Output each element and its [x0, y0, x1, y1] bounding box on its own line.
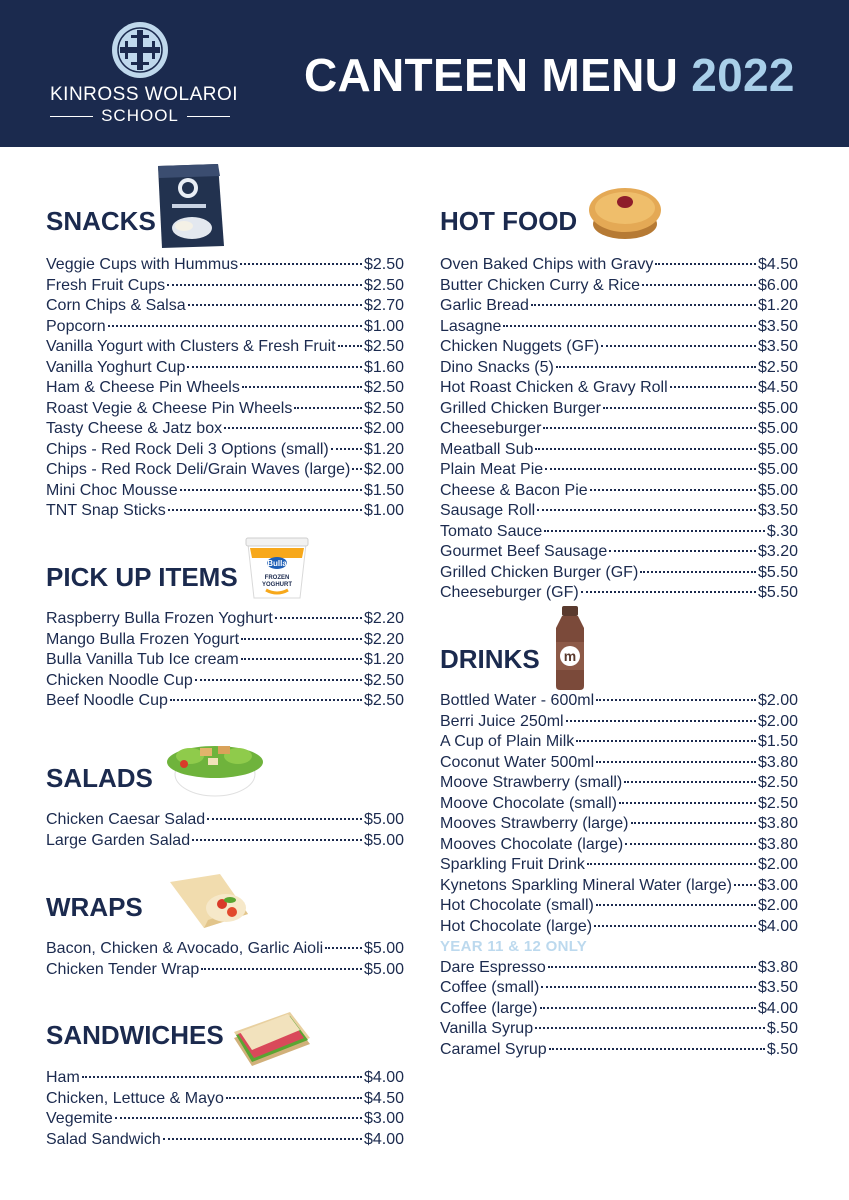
- menu-item: [440, 897, 798, 918]
- menu-item-price: $4.50: [363, 1089, 404, 1107]
- menu-item-name: Veggie Cups with Hummus: [46, 256, 239, 273]
- dot-leader: [581, 591, 756, 593]
- dot-leader: [167, 284, 362, 286]
- menu-item: [46, 1131, 404, 1152]
- pickup-list: [46, 610, 404, 713]
- dot-leader: [195, 679, 362, 681]
- menu-item-price: $5.00: [363, 960, 404, 978]
- menu-item-name: Hot Chocolate (large): [440, 917, 593, 935]
- menu-item-price: $1.50: [363, 481, 404, 499]
- menu-item-name: Berri Juice 250ml: [440, 712, 564, 730]
- menu-item-price: $3.80: [757, 815, 798, 832]
- menu-item: [440, 733, 798, 754]
- dot-leader: [226, 1097, 362, 1099]
- dot-leader: [640, 571, 756, 573]
- menu-item-name: Chicken Noodle Cup: [46, 671, 193, 689]
- menu-item: [440, 959, 798, 980]
- dot-leader: [537, 509, 756, 511]
- dot-leader: [294, 407, 362, 409]
- section-title-drinks: DRINKS: [440, 644, 540, 674]
- menu-item: [440, 795, 798, 816]
- page-title: [304, 48, 795, 102]
- menu-item: [440, 713, 798, 734]
- menu-item-name: Bulla Vanilla Tub Ice cream: [46, 651, 239, 668]
- menu-item-name: Chips - Red Rock Deli 3 Options (small): [46, 440, 329, 458]
- divider: [50, 116, 93, 117]
- dot-leader: [331, 448, 362, 450]
- snacks-list: [46, 256, 404, 523]
- menu-item-price: $5.50: [757, 584, 798, 601]
- menu-item: [46, 651, 404, 672]
- dot-leader: [531, 304, 756, 306]
- dot-leader: [108, 325, 362, 327]
- menu-item-price: $2.00: [363, 420, 404, 437]
- menu-item-price: $2.50: [757, 774, 798, 791]
- dot-leader: [168, 509, 362, 511]
- dot-leader: [587, 863, 756, 865]
- menu-item-price: $3.80: [757, 835, 798, 853]
- dot-leader: [207, 818, 362, 820]
- menu-item-price: $6.00: [757, 276, 798, 294]
- menu-item: [46, 811, 404, 832]
- menu-item-name: Plain Meat Pie: [440, 461, 544, 478]
- menu-item-price: $2.50: [363, 671, 404, 689]
- menu-item-price: $2.20: [363, 630, 404, 648]
- menu-item-price: $2.50: [757, 794, 798, 812]
- menu-item-name: Beef Noodle Cup: [46, 692, 168, 709]
- menu-item-name: Chicken Tender Wrap: [46, 960, 200, 978]
- dot-leader: [541, 986, 756, 988]
- menu-item: [46, 1110, 404, 1131]
- menu-item: [46, 1069, 404, 1090]
- menu-item-name: Mini Choc Mousse: [46, 481, 178, 499]
- menu-item-price: $.50: [766, 1040, 798, 1058]
- dot-leader: [535, 448, 756, 450]
- dot-leader: [549, 1048, 765, 1050]
- menu-item: [440, 754, 798, 775]
- menu-item: [440, 359, 798, 380]
- menu-item: [46, 502, 404, 523]
- menu-item: [46, 672, 404, 693]
- menu-item-name: A Cup of Plain Milk: [440, 733, 575, 750]
- section-title-hotfood: HOT FOOD: [440, 206, 578, 236]
- menu-item: [46, 631, 404, 652]
- menu-item: [440, 774, 798, 795]
- dot-leader: [201, 968, 362, 970]
- menu-item: [46, 400, 404, 421]
- menu-item-name: Dare Espresso: [440, 958, 546, 976]
- menu-item-price: $5.00: [757, 481, 798, 499]
- menu-item-price: $2.00: [757, 897, 798, 914]
- dot-leader: [548, 966, 756, 968]
- dot-leader: [594, 925, 756, 927]
- menu-item: [46, 610, 404, 631]
- menu-item-name: TNT Snap Sticks: [46, 502, 166, 519]
- menu-item-name: Oven Baked Chips with Gravy: [440, 256, 654, 273]
- sandwich-image: [230, 1008, 314, 1073]
- menu-item: [440, 441, 798, 462]
- menu-item-price: $2.50: [363, 692, 404, 709]
- dot-leader: [241, 658, 362, 660]
- menu-item-name: Ham & Cheese Pin Wheels: [46, 379, 240, 396]
- menu-item-price: $4.00: [757, 917, 798, 935]
- menu-item: [46, 297, 404, 318]
- menu-item-name: Chicken Nuggets (GF): [440, 338, 600, 355]
- dot-leader: [188, 304, 362, 306]
- dot-leader: [601, 345, 756, 347]
- menu-item-price: $4.50: [757, 379, 798, 396]
- menu-item-price: $5.00: [757, 399, 798, 417]
- menu-item-price: $3.50: [757, 502, 798, 519]
- menu-item: [440, 1041, 798, 1062]
- menu-item-name: Meatball Sub: [440, 440, 534, 458]
- milk-bottle-image: [550, 606, 590, 695]
- menu-item: [440, 584, 798, 605]
- menu-item: [46, 441, 404, 462]
- dot-leader: [82, 1076, 362, 1078]
- dot-leader: [734, 884, 756, 886]
- menu-item-price: $5.00: [757, 440, 798, 458]
- dot-leader: [590, 489, 756, 491]
- dot-leader: [625, 843, 756, 845]
- menu-item-name: Vegemite: [46, 1110, 113, 1127]
- frozen-yoghurt-tub-image: [244, 536, 310, 607]
- wraps-list: [46, 940, 404, 981]
- menu-item-price: $1.50: [757, 733, 798, 750]
- menu-item-name: Cheese & Bacon Pie: [440, 481, 588, 499]
- menu-item: [46, 832, 404, 853]
- menu-item-name: Chips - Red Rock Deli/Grain Waves (large): [46, 461, 351, 478]
- dot-leader: [242, 386, 362, 388]
- menu-item-price: $5.00: [363, 811, 404, 828]
- menu-item-price: $2.50: [363, 276, 404, 294]
- dot-leader: [545, 468, 756, 470]
- salad-bowl-image: [160, 728, 270, 807]
- menu-item-name: Grilled Chicken Burger: [440, 399, 601, 417]
- menu-item: [46, 1090, 404, 1111]
- menu-item-name: Coconut Water 500ml: [440, 753, 595, 771]
- menu-item-price: $3.50: [757, 979, 798, 996]
- menu-item: [440, 856, 798, 877]
- menu-item-price: $5.00: [363, 940, 404, 957]
- menu-item-name: Vanilla Yogurt with Clusters & Fresh Fruit: [46, 338, 336, 355]
- dot-leader: [241, 638, 362, 640]
- section-title-sandwiches: SANDWICHES: [46, 1020, 224, 1050]
- menu-item-name: Moove Strawberry (small): [440, 774, 623, 791]
- dot-leader: [224, 427, 362, 429]
- menu-item-price: $2.50: [363, 399, 404, 417]
- menu-item: [440, 564, 798, 585]
- menu-item-name: Vanilla Syrup: [440, 1020, 534, 1037]
- menu-item: [440, 420, 798, 441]
- menu-item-name: Butter Chicken Curry & Rice: [440, 276, 641, 294]
- menu-item-name: Dino Snacks (5): [440, 358, 554, 376]
- menu-item-name: Hot Chocolate (small): [440, 897, 594, 914]
- section-title-snacks: SNACKS: [46, 206, 156, 236]
- dot-leader: [670, 386, 756, 388]
- menu-item-name: Coffee (large): [440, 999, 538, 1017]
- title-text: CANTEEN MENU: [304, 49, 679, 101]
- dot-leader: [603, 407, 756, 409]
- menu-item-name: Mango Bulla Frozen Yogurt: [46, 630, 240, 648]
- dot-leader: [566, 720, 756, 722]
- meat-pie-image: [586, 182, 664, 249]
- menu-item-name: Garlic Bread: [440, 297, 529, 314]
- menu-item: [46, 359, 404, 380]
- dot-leader: [170, 699, 362, 701]
- menu-item-name: Large Garden Salad: [46, 831, 191, 849]
- dot-leader: [540, 1007, 756, 1009]
- menu-item-price: $5.00: [757, 420, 798, 437]
- menu-item: [46, 256, 404, 277]
- menu-item-name: Cheeseburger: [440, 420, 542, 437]
- dot-leader: [115, 1117, 362, 1119]
- menu-item-price: $3.50: [757, 317, 798, 335]
- menu-item-price: $2.50: [363, 338, 404, 355]
- section-title-salads: SALADS: [46, 763, 153, 793]
- menu-item-price: $5.00: [757, 461, 798, 478]
- menu-item-name: Sparkling Fruit Drink: [440, 856, 585, 873]
- menu-item-price: $1.00: [363, 502, 404, 519]
- menu-item-price: $4.00: [363, 1069, 404, 1086]
- menu-item-price: $.50: [766, 1020, 798, 1037]
- menu-item-price: $1.60: [363, 358, 404, 376]
- menu-item-price: $1.00: [363, 317, 404, 335]
- menu-item-price: $1.20: [363, 440, 404, 458]
- menu-item: [440, 543, 798, 564]
- menu-item-name: Roast Vegie & Cheese Pin Wheels: [46, 399, 293, 417]
- menu-item-name: Corn Chips & Salsa: [46, 297, 186, 314]
- dot-leader: [543, 427, 756, 429]
- menu-item-name: Mooves Chocolate (large): [440, 835, 624, 853]
- menu-item-name: Fresh Fruit Cups: [46, 276, 166, 294]
- menu-item-price: $4.50: [757, 256, 798, 273]
- tub-label-2: YOGHURT: [262, 582, 292, 588]
- school-crest-icon: [112, 22, 168, 78]
- section-title-wraps: WRAPS: [46, 892, 143, 922]
- menu-item-name: Bottled Water - 600ml: [440, 692, 595, 709]
- menu-item-price: $5.50: [757, 563, 798, 581]
- school-name-sub: [50, 106, 230, 126]
- menu-item: [440, 482, 798, 503]
- section-title-pickup: PICK UP ITEMS: [46, 562, 238, 592]
- dot-leader: [596, 699, 756, 701]
- dot-leader: [576, 740, 756, 742]
- menu-item: [440, 461, 798, 482]
- menu-item-name: Popcorn: [46, 317, 106, 335]
- year-11-12-subheading: YEAR 11 & 12 ONLY: [440, 938, 588, 955]
- menu-item-name: Cheeseburger (GF): [440, 584, 579, 601]
- salads-list: [46, 811, 404, 852]
- menu-item: [440, 256, 798, 277]
- menu-item-name: Lasagne: [440, 317, 502, 335]
- dot-leader: [544, 530, 765, 532]
- menu-item: [46, 940, 404, 961]
- hotfood-list: [440, 256, 798, 605]
- menu-item: [440, 523, 798, 544]
- menu-item-name: Raspberry Bulla Frozen Yoghurt: [46, 610, 273, 627]
- menu-item-price: $2.70: [363, 297, 404, 314]
- menu-item-name: Chicken Caesar Salad: [46, 811, 206, 828]
- menu-item: [440, 815, 798, 836]
- dot-leader: [655, 263, 756, 265]
- menu-item: [46, 692, 404, 713]
- menu-item-name: Chicken, Lettuce & Mayo: [46, 1089, 224, 1107]
- menu-item: [46, 461, 404, 482]
- dot-leader: [192, 839, 362, 841]
- dot-leader: [609, 550, 756, 552]
- menu-item-price: $2.50: [757, 358, 798, 376]
- menu-item-name: Hot Roast Chicken & Gravy Roll: [440, 379, 668, 396]
- menu-item-name: Tomato Sauce: [440, 522, 543, 540]
- svg-text:m: m: [563, 648, 577, 664]
- dot-leader: [163, 1138, 362, 1140]
- menu-item-price: $3.00: [757, 876, 798, 894]
- dot-leader: [338, 345, 362, 347]
- menu-item-price: $2.00: [757, 712, 798, 730]
- menu-item-price: $3.50: [757, 338, 798, 355]
- menu-item-price: $2.50: [363, 256, 404, 273]
- dot-leader: [619, 802, 756, 804]
- menu-item: [46, 482, 404, 503]
- menu-item: [440, 338, 798, 359]
- menu-item: [46, 961, 404, 982]
- dot-leader: [503, 325, 756, 327]
- menu-item: [440, 918, 798, 939]
- dot-leader: [535, 1027, 765, 1029]
- menu-item-name: Grilled Chicken Burger (GF): [440, 563, 639, 581]
- chips-packet-image: [152, 162, 226, 255]
- menu-item: [440, 1000, 798, 1021]
- menu-item-price: $3.80: [757, 753, 798, 771]
- menu-item: [440, 979, 798, 1000]
- dot-leader: [187, 366, 362, 368]
- dot-leader: [275, 617, 362, 619]
- dot-leader: [596, 761, 756, 763]
- menu-item-name: Ham: [46, 1069, 80, 1086]
- menu-item-name: Coffee (small): [440, 979, 540, 996]
- menu-item: [46, 277, 404, 298]
- menu-item-name: Mooves Strawberry (large): [440, 815, 629, 832]
- menu-item-name: Salad Sandwich: [46, 1130, 161, 1148]
- wrap-image: [164, 868, 256, 939]
- dot-leader: [631, 822, 756, 824]
- menu-item: [46, 338, 404, 359]
- dot-leader: [596, 904, 756, 906]
- menu-item-price: $2.00: [757, 856, 798, 873]
- drinks-list: [440, 692, 798, 1061]
- school-logo: [50, 22, 239, 126]
- menu-item: [440, 877, 798, 898]
- school-word: SCHOOL: [101, 106, 179, 125]
- tub-label-1: FROZEN: [264, 575, 290, 581]
- menu-item-price: $.30: [766, 522, 798, 540]
- menu-item-price: $5.00: [363, 831, 404, 849]
- dot-leader: [556, 366, 756, 368]
- menu-item: [440, 836, 798, 857]
- menu-item-price: $3.00: [363, 1110, 404, 1127]
- menu-item-name: Gourmet Beef Sausage: [440, 543, 608, 560]
- menu-item: [440, 502, 798, 523]
- dot-leader: [624, 781, 756, 783]
- menu-item: [440, 318, 798, 339]
- menu-item-price: $2.00: [757, 692, 798, 709]
- menu-item-name: Bacon, Chicken & Avocado, Garlic Aioli: [46, 940, 324, 957]
- dot-leader: [180, 489, 362, 491]
- school-name: KINROSS WOLAROI: [50, 84, 239, 105]
- menu-item-price: $1.20: [757, 297, 798, 314]
- menu-item: [46, 318, 404, 339]
- title-year: 2022: [691, 49, 795, 101]
- menu-item-price: $3.80: [757, 958, 798, 976]
- menu-item-name: Sausage Roll: [440, 502, 536, 519]
- menu-item: [440, 400, 798, 421]
- menu-item-price: $2.20: [363, 610, 404, 627]
- menu-item-name: Tasty Cheese & Jatz box: [46, 420, 223, 437]
- menu-item-name: Kynetons Sparkling Mineral Water (large): [440, 876, 732, 894]
- menu-item: [440, 379, 798, 400]
- menu-item: [440, 277, 798, 298]
- menu-item-price: $2.50: [363, 379, 404, 396]
- menu-item: [440, 1020, 798, 1041]
- menu-item-price: $4.00: [757, 999, 798, 1017]
- dot-leader: [325, 947, 362, 949]
- dot-leader: [352, 468, 362, 470]
- menu-item-price: $3.20: [757, 543, 798, 560]
- menu-item-price: $1.20: [363, 651, 404, 668]
- menu-item: [440, 297, 798, 318]
- dot-leader: [642, 284, 756, 286]
- menu-item-name: Moove Chocolate (small): [440, 794, 617, 812]
- menu-item: [440, 692, 798, 713]
- tub-brand: Bulla: [267, 559, 287, 568]
- header-banner: [0, 0, 849, 147]
- divider: [187, 116, 230, 117]
- sandwiches-list: [46, 1069, 404, 1151]
- menu-item: [46, 379, 404, 400]
- menu-item-name: Caramel Syrup: [440, 1040, 547, 1058]
- menu-item-name: Vanilla Yoghurt Cup: [46, 358, 186, 376]
- menu-item: [46, 420, 404, 441]
- menu-item-price: $2.00: [363, 461, 404, 478]
- menu-item-price: $4.00: [363, 1130, 404, 1148]
- dot-leader: [240, 263, 362, 265]
